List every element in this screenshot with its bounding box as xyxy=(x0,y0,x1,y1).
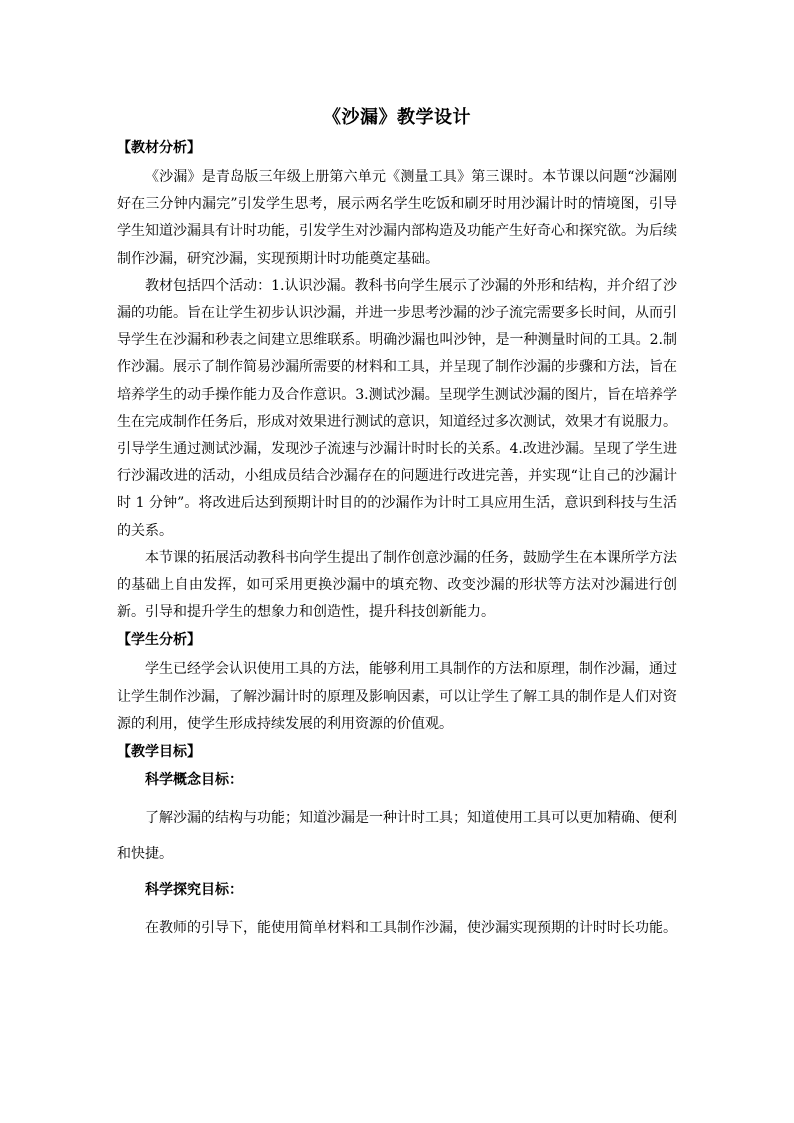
goal-label-science-inquiry: 科学探究目标： xyxy=(145,882,243,899)
document-body xyxy=(117,104,677,946)
section-heading-textbook-analysis: 【教材分析】 xyxy=(117,140,201,156)
section-heading-student-analysis: 【学生分析】 xyxy=(117,632,201,649)
page-title: 《沙漏》教学设计 xyxy=(323,107,471,128)
paragraph-student-analysis-1: 学生已经学会认识使用工具的方法，能够利用工具制作的方法和原理，制作沙漏，通过让学生制作沙漏，了解沙漏计时的原理及影响因素，可以让学生了解工具的制作是人们对资源的利用，使学生形成持续发展的利用资源的价值观。 xyxy=(117,661,677,732)
goal-text-science-concept: 了解沙漏的结构与功能；知道沙漏是一种计时工具；知道使用工具可以更加精确、便利和快捷。 xyxy=(117,810,677,863)
goal-label-science-concept: 科学概念目标： xyxy=(145,772,243,789)
paragraph-textbook-analysis-1: 《沙漏》是青岛版三年级上册第六单元《测量工具》第三课时。本节课以问题“沙漏刚好在三分钟内漏完”引发学生思考，展示两名学生吃饭和刷牙时用沙漏计时的情境图，引导学生知道沙漏具有计时功能，引发学生对沙漏内部构造及功能产生好奇心和探究欲。为后续制作沙漏，研究沙漏，实现预期计时功能奠定基础。 xyxy=(117,169,677,267)
section-heading-teaching-goals: 【教学目标】 xyxy=(117,744,201,761)
goal-text-science-inquiry: 在教师的引导下，能使用简单材料和工具制作沙漏，使沙漏实现预期的计时时长功能。 xyxy=(145,920,677,937)
paragraph-textbook-analysis-3: 本节课的拓展活动教科书向学生提出了制作创意沙漏的任务，鼓励学生在本课所学方法的基础上自由发挥，如可采用更换沙漏中的填充物、改变沙漏的形状等方法对沙漏进行创新。引导和提升学生的想象力和创造性，提升科技创新能力。 xyxy=(117,549,677,621)
paragraph-textbook-analysis-2: 教材包括四个活动：1.认识沙漏。教科书向学生展示了沙漏的外形和结构，并介绍了沙漏的功能。旨在让学生初步认识沙漏，并进一步思考沙漏的沙子流完需要多长时间，从而引导学生在沙漏和秒表之间建立思维联系。明确沙漏也叫沙钟，是一种测量时间的工具。2.制作沙漏。展示了制作简易沙漏所需要的材料和工具，并呈现了制作沙漏的步骤和方法，旨在培养学生的动手操作能力及合作意识。3.测试沙漏。呈现学生测试沙漏的图片，旨在培养学生在完成制作任务后，形成对效果进行测试的意识，知道经过多次测试，效果才有说服力。引导学生通过测试沙漏，发现沙子流速与沙漏计时时长的关系。4.改进沙漏。呈现了学生进行沙漏改进的活动，小组成员结合沙漏存在的问题进行改进完善，并实现“让自己的沙漏计时 1 分钟”。将改进后达到预期计时目的的沙漏作为计时工具应用生活，意识到科技与生活的关系。 xyxy=(117,277,677,539)
